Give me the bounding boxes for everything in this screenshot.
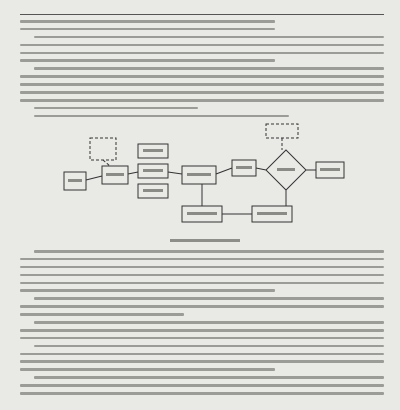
text-line (20, 313, 184, 316)
text-line (20, 337, 384, 340)
text-line (20, 282, 384, 285)
text-line (20, 91, 384, 94)
text-line (34, 107, 198, 110)
text-line (34, 376, 384, 379)
text-line (34, 345, 384, 348)
text-line (20, 266, 384, 269)
text-line (34, 67, 384, 70)
connector (103, 160, 110, 166)
connector (168, 172, 182, 174)
dashed-box (266, 124, 298, 138)
text-line (20, 99, 384, 102)
running-header (20, 0, 384, 15)
figure-caption (150, 236, 260, 244)
text-line (20, 83, 384, 86)
text-line (20, 384, 384, 387)
text-line (20, 20, 275, 23)
text-line (20, 392, 384, 395)
flowchart-diagram (60, 122, 350, 234)
text-line (20, 305, 384, 308)
text-line (20, 28, 275, 31)
text-line (20, 52, 384, 55)
text-line (20, 360, 384, 363)
text-line (34, 297, 384, 300)
connector (256, 168, 266, 170)
text-line (20, 368, 275, 371)
text-line (20, 274, 384, 277)
dashed-box (90, 138, 116, 160)
text-line (20, 289, 275, 292)
text-line (34, 36, 384, 39)
text-line (20, 353, 384, 356)
text-line (20, 44, 384, 47)
text-line (34, 321, 384, 324)
flowchart-figure (60, 122, 350, 234)
text-line (20, 75, 384, 78)
text-line (20, 329, 384, 332)
paragraph-block-top (20, 20, 384, 123)
text-line (34, 115, 289, 118)
connector (86, 176, 102, 180)
paragraph-block-bottom (20, 250, 384, 400)
text-line (20, 59, 275, 62)
text-line (34, 250, 384, 253)
connector (128, 172, 138, 174)
text-line (20, 258, 384, 261)
connector (216, 168, 232, 174)
